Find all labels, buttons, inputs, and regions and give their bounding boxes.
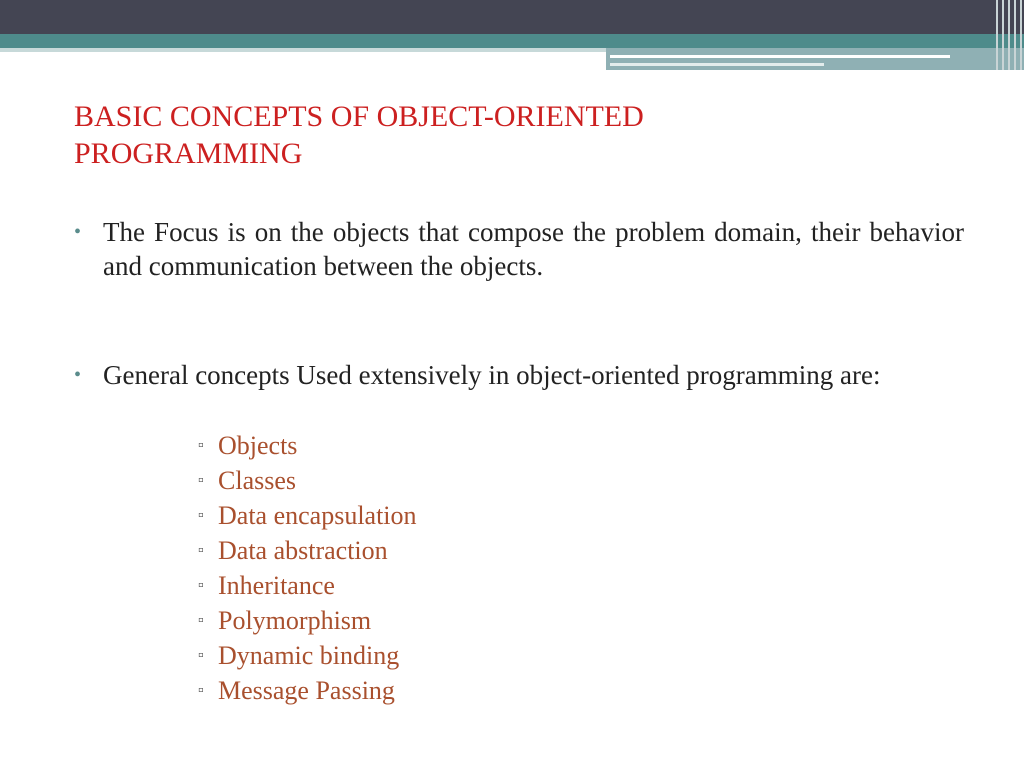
list-item (198, 498, 417, 533)
slide-title: BASIC CONCEPTS OF OBJECT-ORIENTED PROGRAMMING (74, 100, 644, 170)
square-bullet-icon: ▫ (198, 542, 204, 559)
concept-label: Data abstraction (218, 536, 388, 565)
list-item (198, 533, 417, 568)
header-teal-band (0, 34, 1024, 48)
concept-label: Dynamic binding (218, 641, 400, 670)
square-bullet-icon: ▫ (198, 647, 204, 664)
square-bullet-icon: ▫ (198, 577, 204, 594)
square-bullet-icon: ▫ (198, 437, 204, 454)
list-item (198, 673, 417, 708)
bullet-focus (74, 215, 964, 283)
list-item (198, 603, 417, 638)
concept-label: Objects (218, 431, 298, 460)
concept-label: Classes (218, 466, 296, 495)
header-dark-bar (0, 0, 1024, 34)
header-deco-line (610, 63, 824, 66)
bullet-marker: • (74, 364, 82, 386)
header-light-band (0, 48, 606, 52)
concept-label: Polymorphism (218, 606, 372, 635)
bullet-text: The Focus is on the objects that compose the problem domain, their behavior and communication between the objects. (103, 217, 964, 281)
list-item (198, 428, 417, 463)
square-bullet-icon: ▫ (198, 612, 204, 629)
concept-label: Message Passing (218, 676, 395, 705)
bullet-general-concepts (74, 358, 964, 392)
list-item (198, 568, 417, 603)
header-deco-block (606, 48, 1024, 70)
concept-label: Data encapsulation (218, 501, 417, 530)
concept-list (198, 428, 417, 708)
bullet-text: General concepts Used extensively in object-oriented programming are: (103, 360, 881, 390)
header-vertical-stripes (992, 0, 1024, 70)
square-bullet-icon: ▫ (198, 682, 204, 699)
list-item (198, 463, 417, 498)
concept-label: Inheritance (218, 571, 335, 600)
square-bullet-icon: ▫ (198, 472, 204, 489)
square-bullet-icon: ▫ (198, 507, 204, 524)
list-item (198, 638, 417, 673)
bullet-marker: • (74, 221, 82, 243)
header-deco-line (610, 55, 950, 58)
